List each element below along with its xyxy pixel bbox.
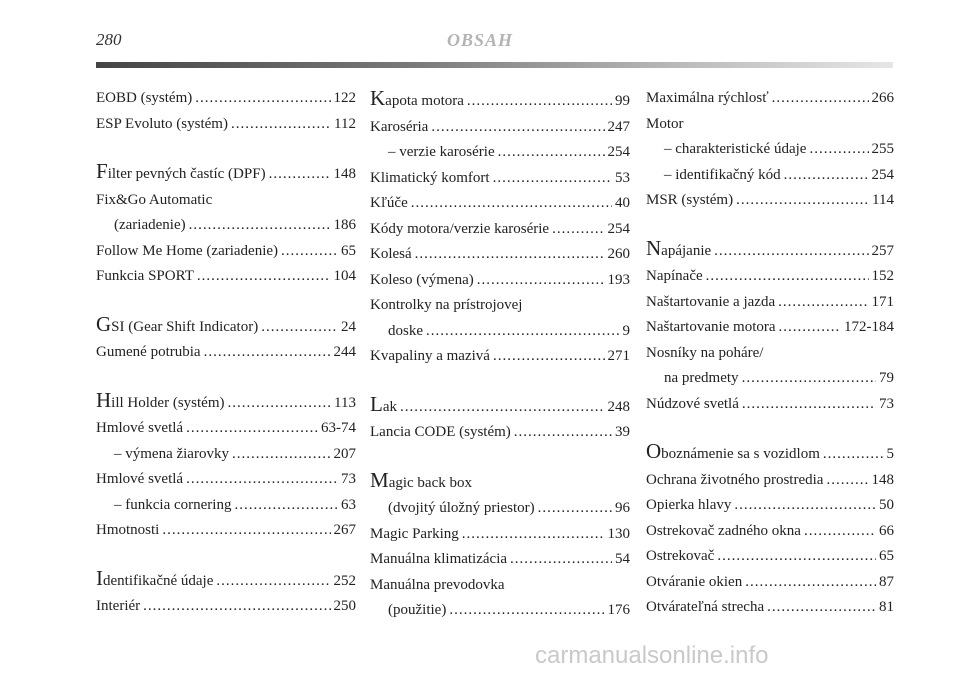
index-entry: Lancia CODE (systém) ..... 39: [370, 420, 630, 446]
section-title: OBSAH: [446, 30, 514, 50]
section-initial: M: [370, 467, 389, 492]
index-entry: Identifikačné údaje ..... 252: [96, 566, 356, 595]
index-entry: (dvojitý úložný priestor) ..... 96: [370, 496, 630, 522]
index-entry: Napájanie ..... 257: [646, 236, 894, 265]
index-entry: Hill Holder (systém) ..... 113: [96, 388, 356, 417]
index-entry: na predmety ..... 79: [646, 366, 894, 392]
index-entry: Otvárateľná strecha ..... 81: [646, 595, 894, 621]
index-entry: (zariadenie) ..... 186: [96, 213, 356, 239]
index-entry: Napínače ..... 152: [646, 264, 894, 290]
index-entry: Kolesá ..... 260: [370, 242, 630, 268]
index-entry: ESP Evoluto (systém) ..... 112: [96, 112, 356, 138]
index-entry: Klimatický komfort ..... 53: [370, 166, 630, 192]
index-column-1: [96, 86, 356, 620]
index-entry: Kontrolky na prístrojovej: [370, 297, 523, 313]
index-entry: Magic back box: [370, 467, 472, 492]
index-entry: MSR (systém) ..... 114: [646, 188, 894, 214]
index-entry: Koleso (výmena) ..... 193: [370, 268, 630, 294]
index-entry: Ostrekovač ..... 65: [646, 544, 894, 570]
index-entry: doske ..... 9: [370, 319, 630, 345]
index-subentry: – funkcia cornering ..... 63: [96, 493, 356, 519]
index-entry: Follow Me Home (zariadenie) ..... 65: [96, 239, 356, 265]
index-entry: Filter pevných častíc (DPF) ..... 148: [96, 159, 356, 188]
index-entry: Hmotnosti ..... 267: [96, 518, 356, 544]
index-entry: Opierka hlavy ..... 50: [646, 493, 894, 519]
index-entry: Manuálna prevodovka: [370, 576, 505, 593]
index-entry: Ochrana životného prostredia ..... 148: [646, 468, 894, 494]
index-entry: Naštartovanie a jazda ..... 171: [646, 290, 894, 316]
index-entry: Núdzové svetlá ..... 73: [646, 392, 894, 418]
section-initial: L: [370, 391, 383, 416]
section-initial: G: [96, 311, 112, 336]
page-number: 280: [96, 30, 122, 49]
index-entry: Lak ..... 248: [370, 392, 630, 421]
index-entry: (použitie) ..... 176: [370, 598, 630, 624]
index-entry: Maximálna rýchlosť ..... 266: [646, 86, 894, 112]
index-column-3: [646, 86, 894, 621]
header-rule: [96, 62, 893, 68]
index-subentry: – charakteristické údaje ..... 255: [646, 137, 894, 163]
index-entry: Gumené potrubia ..... 244: [96, 340, 356, 366]
index-entry: Hmlové svetlá ..... 63-74: [96, 416, 356, 442]
index-entry: Kľúče ..... 40: [370, 191, 630, 217]
index-entry: Naštartovanie motora ..... 172-184: [646, 315, 894, 341]
index-entry: EOBD (systém) ..... 122: [96, 86, 356, 112]
index-subentry: – výmena žiarovky ..... 207: [96, 442, 356, 468]
index-entry: Magic Parking ..... 130: [370, 522, 630, 548]
index-entry: Hmlové svetlá ..... 73: [96, 467, 356, 493]
index-entry: Karoséria ..... 247: [370, 115, 630, 141]
index-subentry: – verzie karosérie ..... 254: [370, 140, 630, 166]
index-entry: Kódy motora/verzie karosérie ..... 254: [370, 217, 630, 243]
section-initial: N: [646, 235, 662, 260]
index-entry: Manuálna klimatizácia ..... 54: [370, 547, 630, 573]
index-entry: Ostrekovač zadného okna ..... 66: [646, 519, 894, 545]
section-initial: H: [96, 387, 112, 412]
section-initial: K: [370, 86, 386, 110]
section-initial: F: [96, 159, 108, 183]
index-entry: Motor: [646, 115, 684, 132]
index-entry: Kapota motora ..... 99: [370, 86, 630, 115]
index-entry: Funkcia SPORT ..... 104: [96, 264, 356, 290]
section-initial: O: [646, 439, 662, 463]
index-entry: Kvapaliny a mazivá ..... 271: [370, 344, 630, 370]
watermark-text: carmanualsonline.info: [535, 642, 769, 669]
index-entry: Fix&Go Automatic: [96, 191, 213, 208]
section-initial: I: [96, 565, 103, 590]
index-column-2: [370, 86, 630, 624]
index-entry: Otváranie okien ..... 87: [646, 570, 894, 596]
index-entry: Interiér ..... 250: [96, 594, 356, 620]
index-entry: Nosníky na poháre/: [646, 344, 764, 361]
index-entry: Oboznámenie sa s vozidlom ..... 5: [646, 439, 894, 468]
index-subentry: – identifikačný kód ..... 254: [646, 163, 894, 189]
index-entry: GSI (Gear Shift Indicator) ..... 24: [96, 312, 356, 341]
